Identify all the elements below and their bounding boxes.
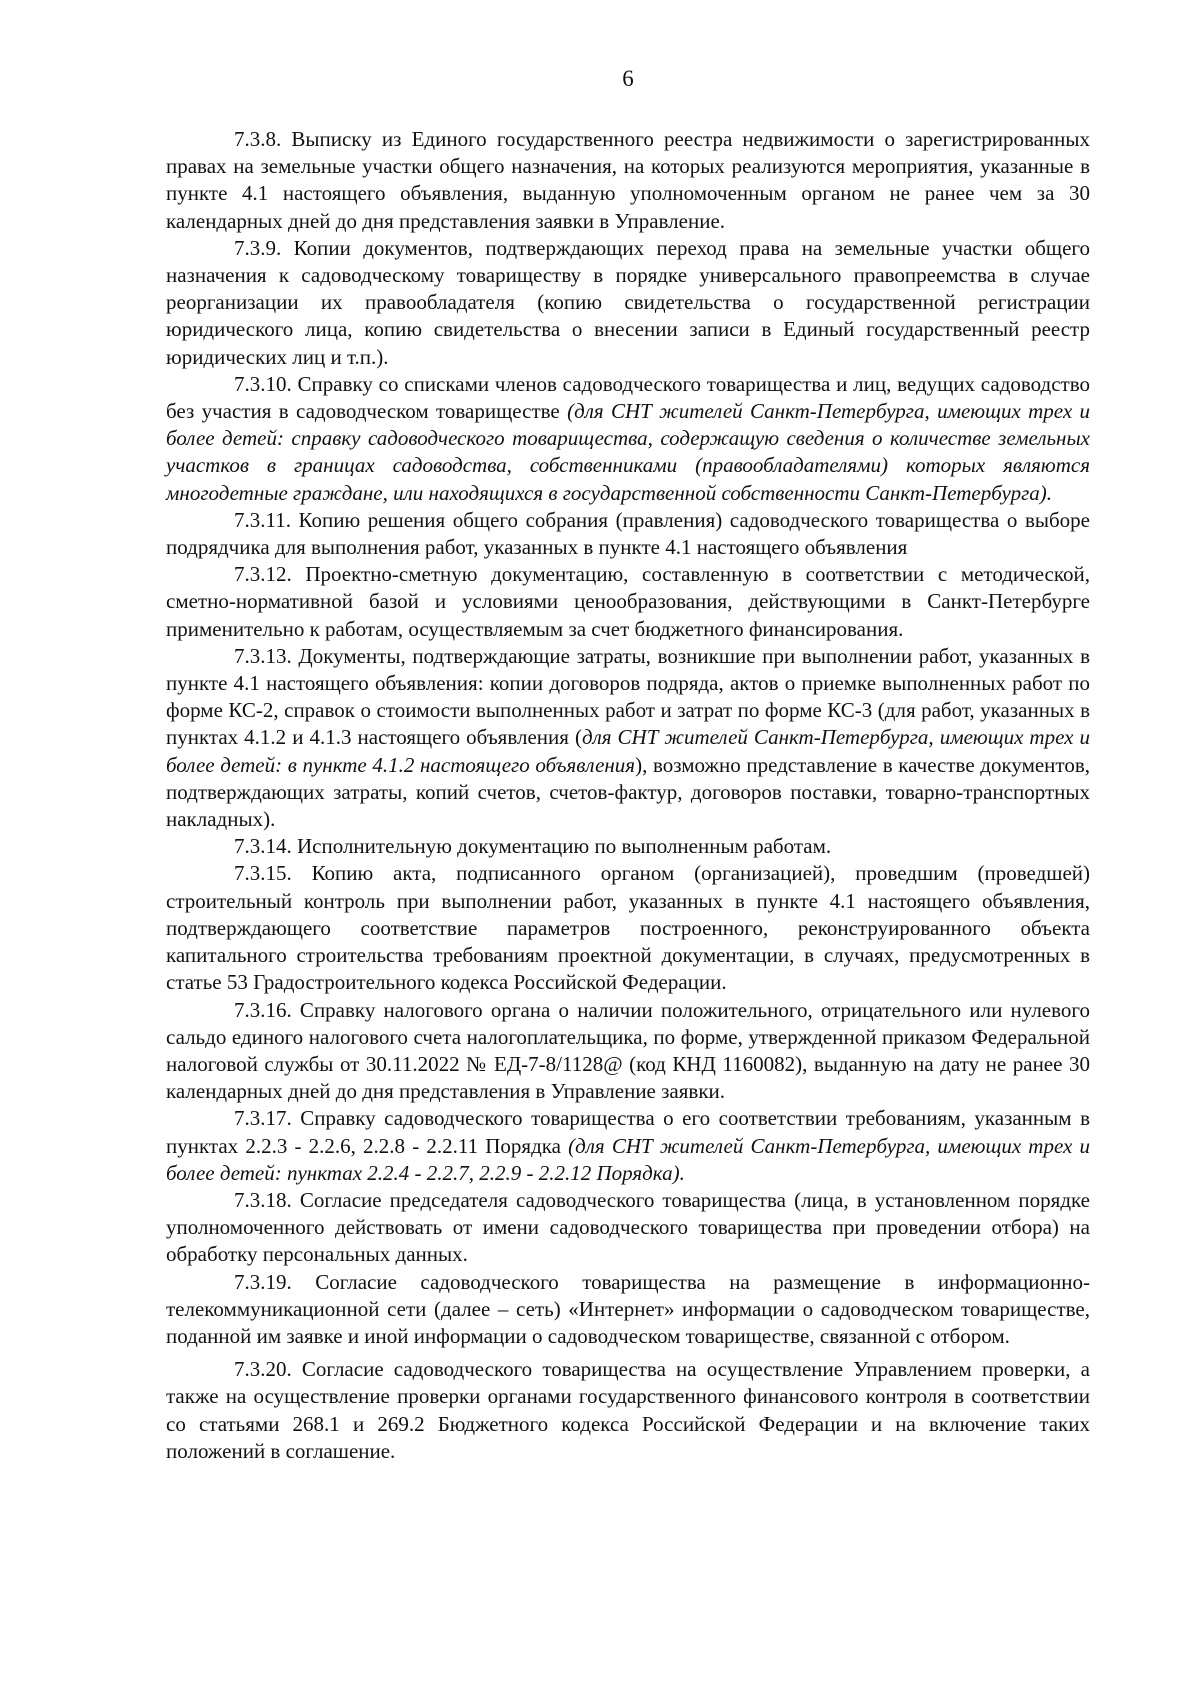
clause-text-part: 7.3.20. Согласие садоводческого товарищества на осуществление Управлением проверки, а также на осуществление проверки органами государственного финансового контроля в соответствии со статьями 268.1 и 269.2 Бюджетного кодекса Российской Федерации и на включение таких положений в соглашение.	[166, 1357, 1090, 1463]
clause-7-3-18	[166, 1187, 1090, 1269]
clause-text-part: 7.3.18. Согласие председателя садоводческого товарищества (лица, в установленном порядке уполномоченного действовать от имени садоводческого товарищества при проведении отбора) на обработку персональных данных.	[166, 1187, 1090, 1267]
clause-text-part: 7.3.17. Справку садоводческого товарищества о его соответствии требованиям, указанным в пунктах 2.2.3 - 2.2.6, 2.2.8 - 2.2.11 Порядка	[166, 1106, 1090, 1158]
clause-7-3-11	[166, 507, 1090, 561]
clause-7-3-8	[166, 126, 1090, 235]
clause-text-part: 7.3.11. Копию решения общего собрания (правления) садоводческого товарищества о выборе подрядчика для выполнения работ, указанных в пункте 4.1 настоящего объявления	[166, 507, 1090, 560]
clause-text-part: 7.3.13. Документы, подтверждающие затраты, возникшие при выполнении работ, указанных в пункте 4.1 настоящего объявления: копии договоров подряда, актов о приемке выполненных работ по форме КС-2, справок о стоимости выполненных работ и затрат по форме КС-3 (для работ, указанных в пунктах 4.1.2 и 4.1.3 настоящего объявления (	[166, 643, 1090, 750]
clause-text-part: 7.3.10. Справку со списками членов садоводческого товарищества и лиц, ведущих садоводство без участия в садоводческом товариществе	[166, 371, 1090, 424]
clause-text-part: 7.3.15. Копию акта, подписанного органом (организацией), проведшим (проведшей) строительный контроль при выполнении работ, указанных в пункте 4.1 настоящего объявления, подтверждающего соответствие параметров построенного, реконструированного объекта капитального строительства требованиям проектной документации, в случаях, предусмотренных в статье 53 Градостроительного кодекса Российской Федерации.	[166, 861, 1090, 995]
document-body	[166, 126, 1090, 1465]
clause-7-3-16	[166, 997, 1090, 1106]
clause-7-3-12	[166, 561, 1090, 643]
clause-7-3-14	[166, 833, 1090, 860]
clause-7-3-19	[166, 1269, 1090, 1351]
clause-text-part: 7.3.12. Проектно-сметную документацию, составленную в соответствии с методической, сметно-нормативной базой и условиями ценообразования, действующими в Санкт-Петербурге применительно к работам, осуществляемым за счет бюджетного финансирования.	[166, 562, 1090, 641]
clause-7-3-15	[166, 860, 1090, 996]
clause-text-part: 7.3.9. Копии документов, подтверждающих переход права на земельные участки общего назначения к садоводческому товариществу в порядке универсального правопреемства в случае реорганизации их правообладателя (копию свидетельства о государственной регистрации юридического лица, копию свидетельства о внесении записи в Единый государственный реестр юридических лиц и т.п.).	[166, 235, 1090, 369]
clause-text-part: ), возможно представление в качестве документов, подтверждающих затраты, копий счетов, счетов-фактур, договоров поставки, товарно-транспортных накладных).	[166, 752, 1090, 832]
clause-7-3-10	[166, 371, 1090, 507]
clause-text-part: (для СНТ жителей Санкт-Петербурга, имеющих трех и более детей: пунктах 2.2.4 - 2.2.7, 2.2.9 - 2.2.12 Порядка).	[166, 1133, 1090, 1185]
clause-text-part: для СНТ жителей Санкт-Петербурга, имеющих трех и более детей: в пункте 4.1.2 настоящего объявления	[166, 725, 1090, 777]
clause-text-part: 7.3.16. Справку налогового органа о наличии положительного, отрицательного или нулевого сальдо единого налогового счета налогоплательщика, по форме, утвержденной приказом Федеральной налоговой службы от 30.11.2022 № ЕД-7-8/1128@ (код КНД 1160082), выданную на дату не ранее 30 календарных дней до дня представления в Управление заявки.	[166, 997, 1090, 1104]
clause-7-3-17	[166, 1105, 1090, 1187]
clause-7-3-9	[166, 235, 1090, 371]
clause-text-part: 7.3.14. Исполнительную документацию по выполненным работам.	[234, 834, 832, 859]
clause-text-part: 7.3.8. Выписку из Единого государственного реестра недвижимости о зарегистрированных правах на земельные участки общего назначения, на которых реализуются мероприятия, указанные в пункте 4.1 настоящего объявления, выданную уполномоченным органом не ранее чем за 30 календарных дней до дня представления заявки в Управление.	[166, 127, 1090, 233]
clause-7-3-20	[166, 1356, 1090, 1465]
clause-text-part: (для СНТ жителей Санкт-Петербурга, имеющих трех и более детей: справку садоводческого товарищества, содержащую сведения о количестве земельных участков в границах садоводства, собственниками (правообладателями) которых являются многодетные граждане, или находящихся в государственной собственности Санкт-Петербурга).	[166, 399, 1090, 505]
clause-7-3-13	[166, 643, 1090, 833]
clause-text-part: 7.3.19. Согласие садоводческого товарищества на размещение в информационно-телекоммуникационной сети (далее – сеть) «Интернет» информации о садоводческом товариществе, поданной им заявке и иной информации о садоводческом товариществе, связанной с отбором.	[166, 1269, 1090, 1348]
page-number: 6	[622, 66, 634, 91]
